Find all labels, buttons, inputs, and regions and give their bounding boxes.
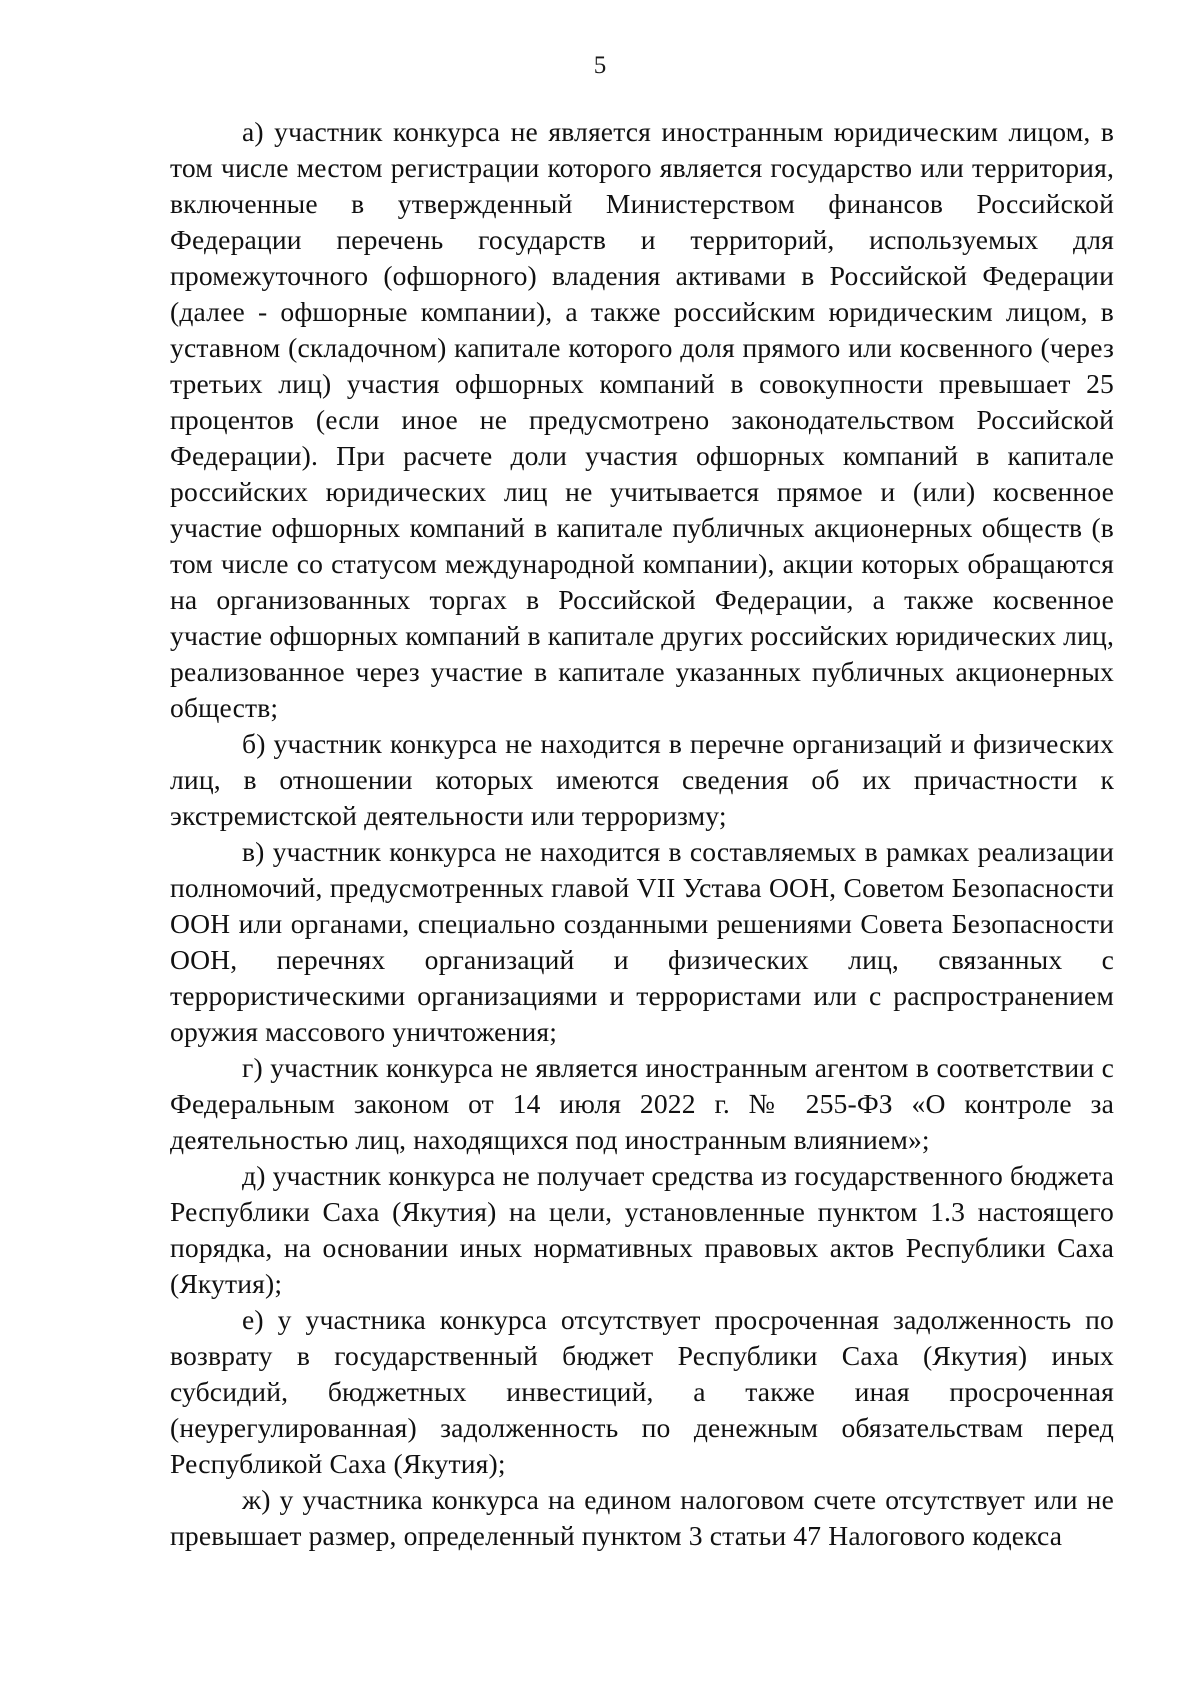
paragraph-b: б) участник конкурса не находится в перечне организаций и физических лиц, в отношении которых имеются сведения об их причастности к экстремистской деятельности или терроризму; (170, 728, 1114, 831)
paragraph-v: в) участник конкурса не находится в составляемых в рамках реализации полномочий, предусмотренных главой VII Устава ООН, Советом Безопасности ООН или органами, специально созданными решениями Совета Безопасности ООН, перечнях организаций и физических лиц, связанных с террористическими организациями и террористами или с распространением оружия массового уничтожения; (170, 836, 1114, 1047)
paragraph-e: е) у участника конкурса отсутствует просроченная задолженность по возврату в государственный бюджет Республики Саха (Якутия) иных субсидий, бюджетных инвестиций, а также иная просроченная (неурегулированная) задолженность по денежным обязательствам перед Республикой Саха (Якутия); (170, 1304, 1114, 1479)
paragraph-g: г) участник конкурса не является иностранным агентом в соответствии с Федеральным законом от 14 июля 2022 г. № 255-ФЗ «О контроле за деятельностью лиц, находящихся под иностранным влиянием»; (170, 1052, 1114, 1155)
paragraph-a: а) участник конкурса не является иностранным юридическим лицом, в том числе местом регистрации которого является государство или территория, включенные в утвержденный Министерством финансов Российской Федерации перечень государств и территорий, используемых для промежуточного (офшорного) владения активами в Российской Федерации (далее - офшорные компании), а также российским юридическим лицом, в уставном (складочном) капитале которого доля прямого или косвенного (через третьих лиц) участия офшорных компаний в совокупности превышает 25 процентов (если иное не предусмотрено законодательством Российской Федерации). При расчете доли участия офшорных компаний в капитале российских юридических лиц не учитывается прямое и (или) косвенное участие офшорных компаний в капитале публичных акционерных обществ (в том числе со статусом международной компании), акции которых обращаются на организованных торгах в Российской Федерации, а также косвенное участие офшорных компаний в капитале других российских юридических лиц, реализованное через участие в капитале указанных публичных акционерных обществ; (170, 116, 1114, 723)
page-number: 5 (593, 52, 607, 79)
paragraph-zh: ж) у участника конкурса на едином налоговом счете отсутствует или не превышает размер, определенный пунктом 3 статьи 47 Налогового кодекса (170, 1484, 1114, 1551)
document-body (170, 114, 1114, 1554)
paragraph-d: д) участник конкурса не получает средства из государственного бюджета Республики Саха (Якутия) на цели, установленные пунктом 1.3 настоящего порядка, на основании иных нормативных правовых актов Республики Саха (Якутия); (170, 1160, 1114, 1299)
